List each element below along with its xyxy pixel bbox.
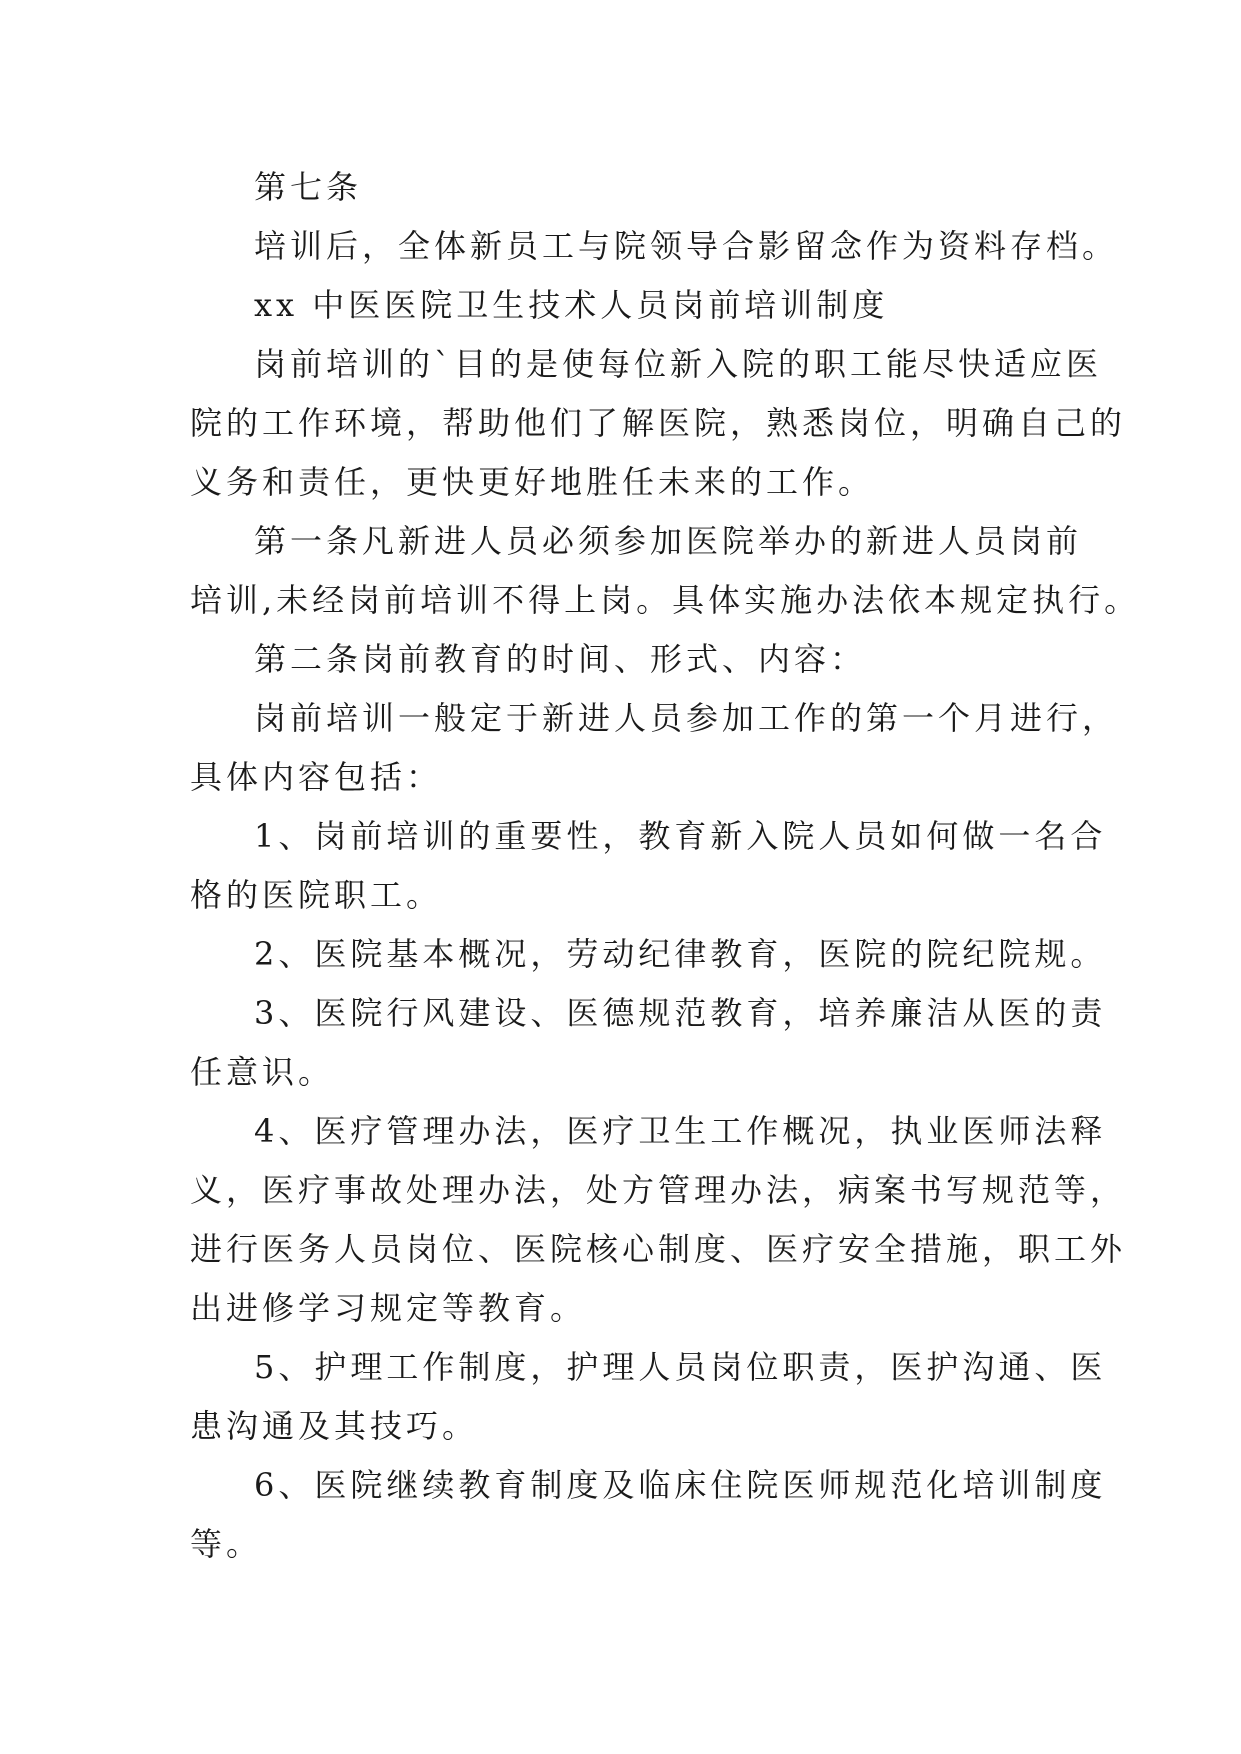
text-line: 义务和责任，更快更好地胜任未来的工作。 <box>190 463 875 501</box>
text-line: 培训,未经岗前培训不得上岗。具体实施办法依本规定执行。 <box>190 581 1141 619</box>
text-line: 2、医院基本概况，劳动纪律教育，医院的院纪院规。 <box>254 935 1107 973</box>
list-item-2 <box>190 925 1107 984</box>
paragraph-training-purpose <box>190 335 1127 512</box>
document-body <box>190 158 1141 1574</box>
text-line: 培训后，全体新员工与院领导合影留念作为资料存档。 <box>254 227 1119 265</box>
text-line: 患沟通及其技巧。 <box>190 1407 479 1445</box>
text-line: 1、岗前培训的重要性，教育新入院人员如何做一名合 <box>254 817 1107 855</box>
list-item-5 <box>190 1338 1107 1456</box>
text-line: 5、护理工作制度，护理人员岗位职责，医护沟通、医 <box>254 1348 1107 1386</box>
list-item-3 <box>190 984 1107 1102</box>
text-line: xx 中医医院卫生技术人员岗前培训制度 <box>254 286 889 324</box>
paragraph-article-7-heading <box>190 158 1070 217</box>
paragraph-training-schedule <box>190 689 1119 807</box>
text-line: 第七条 <box>254 168 363 206</box>
text-line: 4、医疗管理办法，医疗卫生工作概况，执业医师法释 <box>254 1112 1107 1150</box>
text-line: 出进修学习规定等教育。 <box>190 1289 587 1327</box>
text-line: 6、医院继续教育制度及临床住院医师规范化培训制度 <box>254 1466 1107 1504</box>
text-line: 岗前培训一般定于新进人员参加工作的第一个月进行， <box>254 699 1119 737</box>
text-line: 第一条凡新进人员必须参加医院举办的新进人员岗前 <box>254 522 1083 560</box>
text-line: 第二条岗前教育的时间、形式、内容： <box>254 640 867 678</box>
list-item-4 <box>190 1102 1127 1338</box>
list-item-6 <box>190 1456 1107 1574</box>
text-line: 格的医院职工。 <box>190 876 443 914</box>
text-line: 任意识。 <box>190 1053 335 1091</box>
text-line: 进行医务人员岗位、医院核心制度、医疗安全措施，职工外 <box>190 1230 1127 1268</box>
paragraph-article-2 <box>190 630 1070 689</box>
text-line: 院的工作环境，帮助他们了解医院，熟悉岗位，明确自己的 <box>190 404 1127 442</box>
text-line: 等。 <box>190 1525 263 1563</box>
text-line: 具体内容包括： <box>190 758 443 796</box>
paragraph-document-title <box>190 276 1070 335</box>
text-line: 3、医院行风建设、医德规范教育，培养廉洁从医的责 <box>254 994 1107 1032</box>
paragraph-photo-archive <box>190 217 1119 276</box>
text-line: 义，医疗事故处理办法，处方管理办法，病案书写规范等， <box>190 1171 1127 1209</box>
paragraph-article-1 <box>190 512 1141 630</box>
list-item-1 <box>190 807 1107 925</box>
text-line: 岗前培训的`目的是使每位新入院的职工能尽快适应医 <box>254 345 1103 383</box>
